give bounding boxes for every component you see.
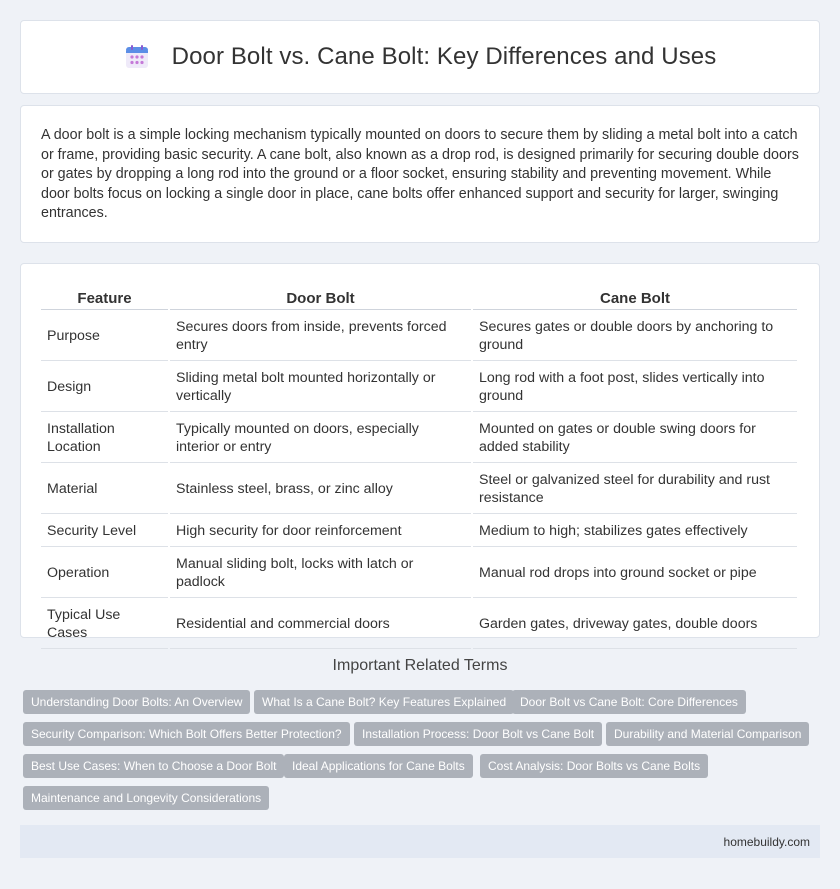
door-bolt-cell: Sliding metal bolt mounted horizontally or vertically <box>170 363 471 412</box>
feature-cell: Operation <box>41 549 168 598</box>
feature-cell: Installation Location <box>41 414 168 463</box>
calendar-icon <box>124 44 150 70</box>
comparison-table <box>39 284 799 651</box>
column-header: Door Bolt <box>170 286 471 310</box>
intro-card <box>20 105 820 243</box>
column-header: Feature <box>41 286 168 310</box>
door-bolt-cell: Typically mounted on doors, especially interior or entry <box>170 414 471 463</box>
cane-bolt-cell: Secures gates or double doors by anchoring to ground <box>473 312 797 361</box>
related-term-tag[interactable]: Installation Process: Door Bolt vs Cane Bolt <box>354 722 602 746</box>
related-term-tag[interactable]: Durability and Material Comparison <box>606 722 809 746</box>
related-term-tag[interactable]: What Is a Cane Bolt? Key Features Explained <box>254 690 514 714</box>
cane-bolt-cell: Mounted on gates or double swing doors for added stability <box>473 414 797 463</box>
related-term-tag[interactable]: Ideal Applications for Cane Bolts <box>284 754 473 778</box>
table-row <box>41 465 797 514</box>
cane-bolt-cell: Garden gates, driveway gates, double doors <box>473 600 797 649</box>
feature-cell: Material <box>41 465 168 514</box>
feature-cell: Design <box>41 363 168 412</box>
feature-cell: Security Level <box>41 516 168 547</box>
related-term-tag[interactable]: Cost Analysis: Door Bolts vs Cane Bolts <box>480 754 708 778</box>
feature-cell: Purpose <box>41 312 168 361</box>
cane-bolt-cell: Steel or galvanized steel for durability and rust resistance <box>473 465 797 514</box>
related-term-tag[interactable]: Security Comparison: Which Bolt Offers Better Protection? <box>23 722 350 746</box>
related-term-tag[interactable]: Understanding Door Bolts: An Overview <box>23 690 250 714</box>
table-row <box>41 414 797 463</box>
table-row <box>41 600 797 649</box>
door-bolt-cell: Manual sliding bolt, locks with latch or padlock <box>170 549 471 598</box>
cane-bolt-cell: Long rod with a foot post, slides vertically into ground <box>473 363 797 412</box>
table-row <box>41 363 797 412</box>
cane-bolt-cell: Medium to high; stabilizes gates effectively <box>473 516 797 547</box>
door-bolt-cell: Residential and commercial doors <box>170 600 471 649</box>
table-row <box>41 549 797 598</box>
footer <box>20 825 820 858</box>
column-header: Cane Bolt <box>473 286 797 310</box>
related-term-tag[interactable]: Maintenance and Longevity Considerations <box>23 786 269 810</box>
site-name[interactable]: homebuildy.com <box>723 835 810 849</box>
table-row <box>41 516 797 547</box>
header-card <box>20 20 820 94</box>
page-title: Door Bolt vs. Cane Bolt: Key Differences and Uses <box>171 43 717 70</box>
related-term-tag[interactable]: Best Use Cases: When to Choose a Door Bolt <box>23 754 284 778</box>
table-row <box>41 312 797 361</box>
feature-cell: Typical Use Cases <box>41 600 168 649</box>
comparison-card <box>20 263 820 641</box>
door-bolt-cell: Stainless steel, brass, or zinc alloy <box>170 465 471 514</box>
cane-bolt-cell: Manual rod drops into ground socket or pipe <box>473 549 797 598</box>
table-header-row <box>41 286 797 310</box>
intro-paragraph: A door bolt is a simple locking mechanism typically mounted on doors to secure them by sliding a metal bolt into a catch or frame, providing basic security. A cane bolt, also known as a drop rod, is designed primarily for securing double doors or gates by dropping a long rod into the ground or a floor socket, ensuring stability and preventing movement. While door bolts focus on locking a single door in place, cane bolts offer enhanced support and security for larger, swinging entrances. <box>41 127 799 221</box>
related-terms-heading: Important Related Terms <box>332 657 508 674</box>
door-bolt-cell: High security for door reinforcement <box>170 516 471 547</box>
door-bolt-cell: Secures doors from inside, prevents forced entry <box>170 312 471 361</box>
related-term-tag[interactable]: Door Bolt vs Cane Bolt: Core Differences <box>512 690 746 714</box>
